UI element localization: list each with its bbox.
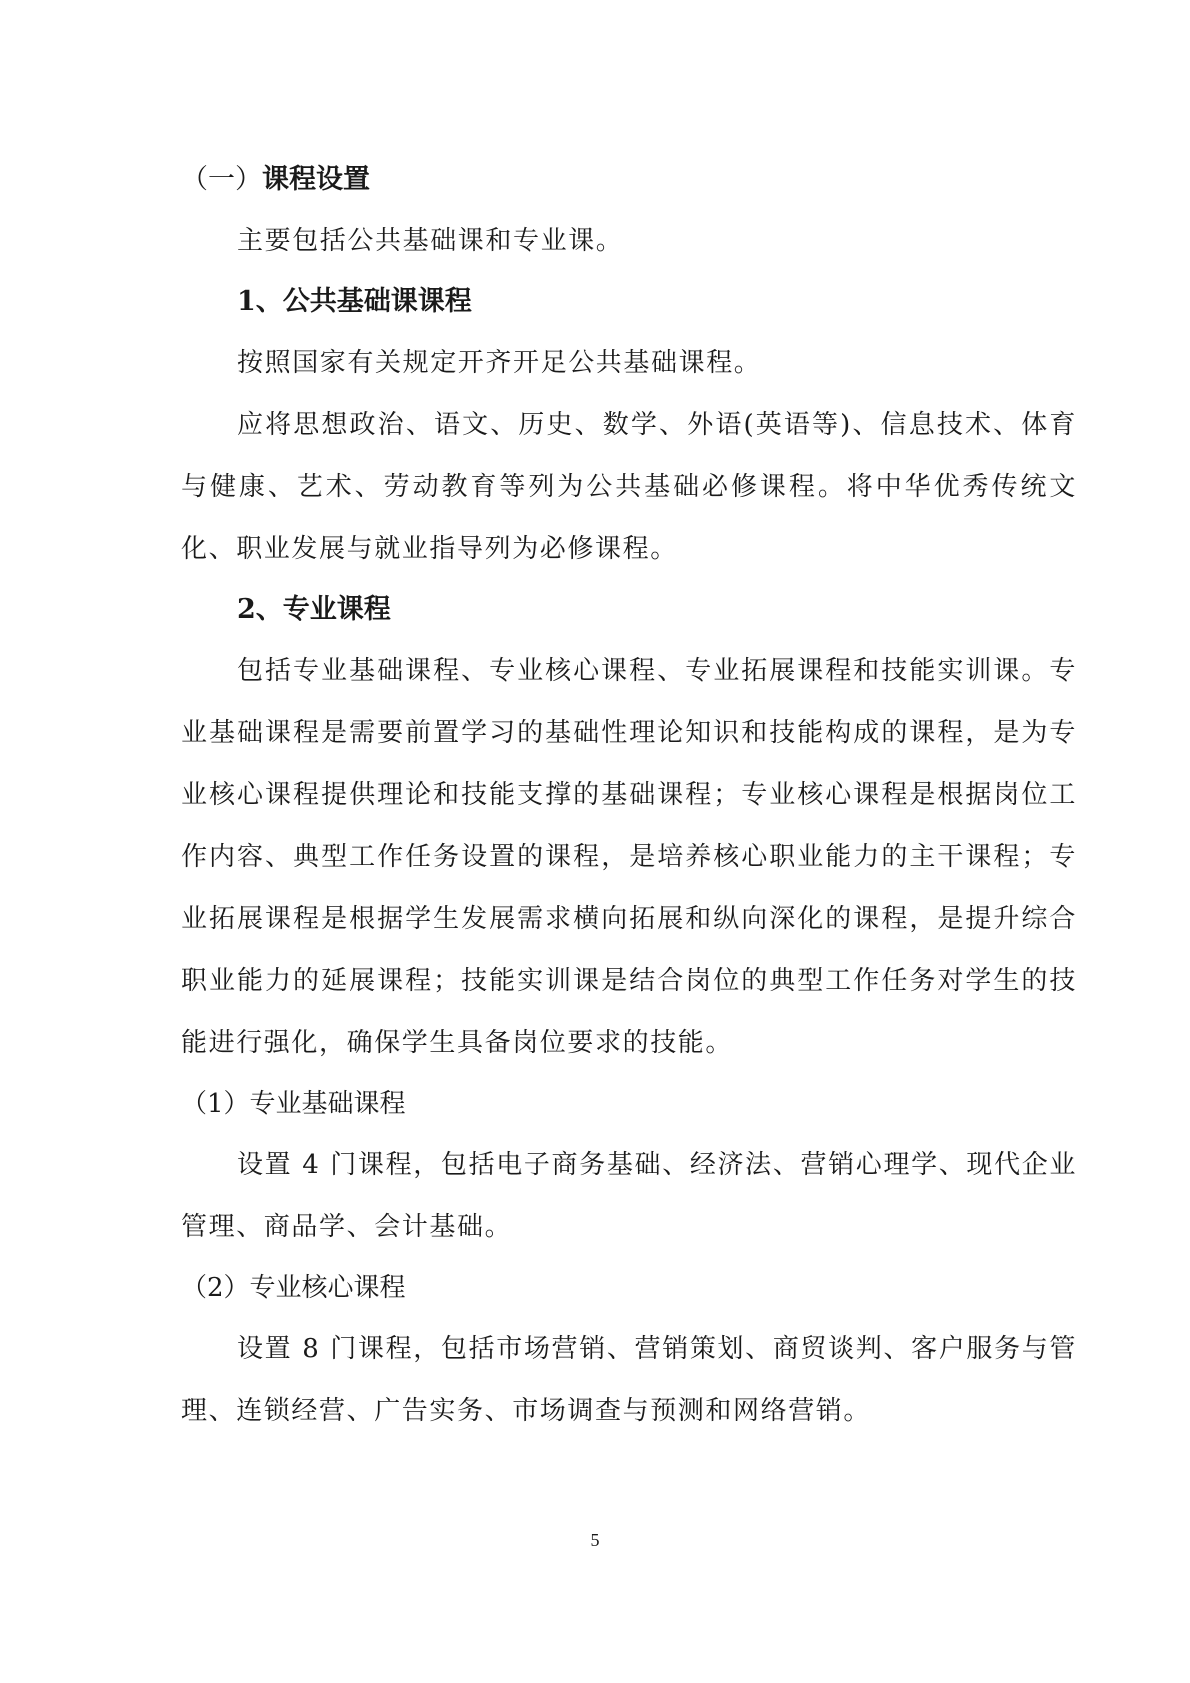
basic-courses-paragraph: 设置 4 门课程，包括电子商务基础、经济法、营销心理学、现代企业管理、商品学、会计基础。: [181, 1150, 1077, 1242]
document-body: [181, 150, 1077, 1442]
intro-paragraph: 主要包括公共基础课和专业课。: [237, 226, 624, 256]
section-heading-prefix: （一）: [181, 164, 262, 195]
public-courses-paragraph-1: 按照国家有关规定开齐开足公共基础课程。: [237, 348, 762, 378]
core-courses-heading: （2）专业核心课程: [181, 1273, 406, 1303]
section-heading: [181, 150, 1077, 210]
major-courses-heading: 2、专业课程: [237, 594, 391, 625]
public-courses-heading: 1、公共基础课课程: [237, 286, 472, 317]
section-heading-title: 课程设置: [262, 164, 370, 195]
major-courses-paragraph: 包括专业基础课程、专业核心课程、专业拓展课程和技能实训课。专业基础课程是需要前置学习的基础性理论知识和技能构成的课程，是为专业核心课程提供理论和技能支撑的基础课程；专业核心课程是根据岗位工作内容、典型工作任务设置的课程，是培养核心职业能力的主干课程；专业拓展课程是根据学生发展需求横向拓展和纵向深化的课程，是提升综合职业能力的延展课程；技能实训课是结合岗位的典型工作任务对学生的技能进行强化，确保学生具备岗位要求的技能。: [181, 656, 1077, 1058]
page-number: 5: [590, 1530, 600, 1550]
core-courses-paragraph: 设置 8 门课程，包括市场营销、营销策划、商贸谈判、客户服务与管理、连锁经营、广告实务、市场调查与预测和网络营销。: [181, 1334, 1077, 1426]
public-courses-paragraph-2: 应将思想政治、语文、历史、数学、外语(英语等)、信息技术、体育与健康、艺术、劳动教育等列为公共基础必修课程。将中华优秀传统文化、职业发展与就业指导列为必修课程。: [181, 410, 1077, 564]
basic-courses-heading: （1）专业基础课程: [181, 1089, 406, 1119]
